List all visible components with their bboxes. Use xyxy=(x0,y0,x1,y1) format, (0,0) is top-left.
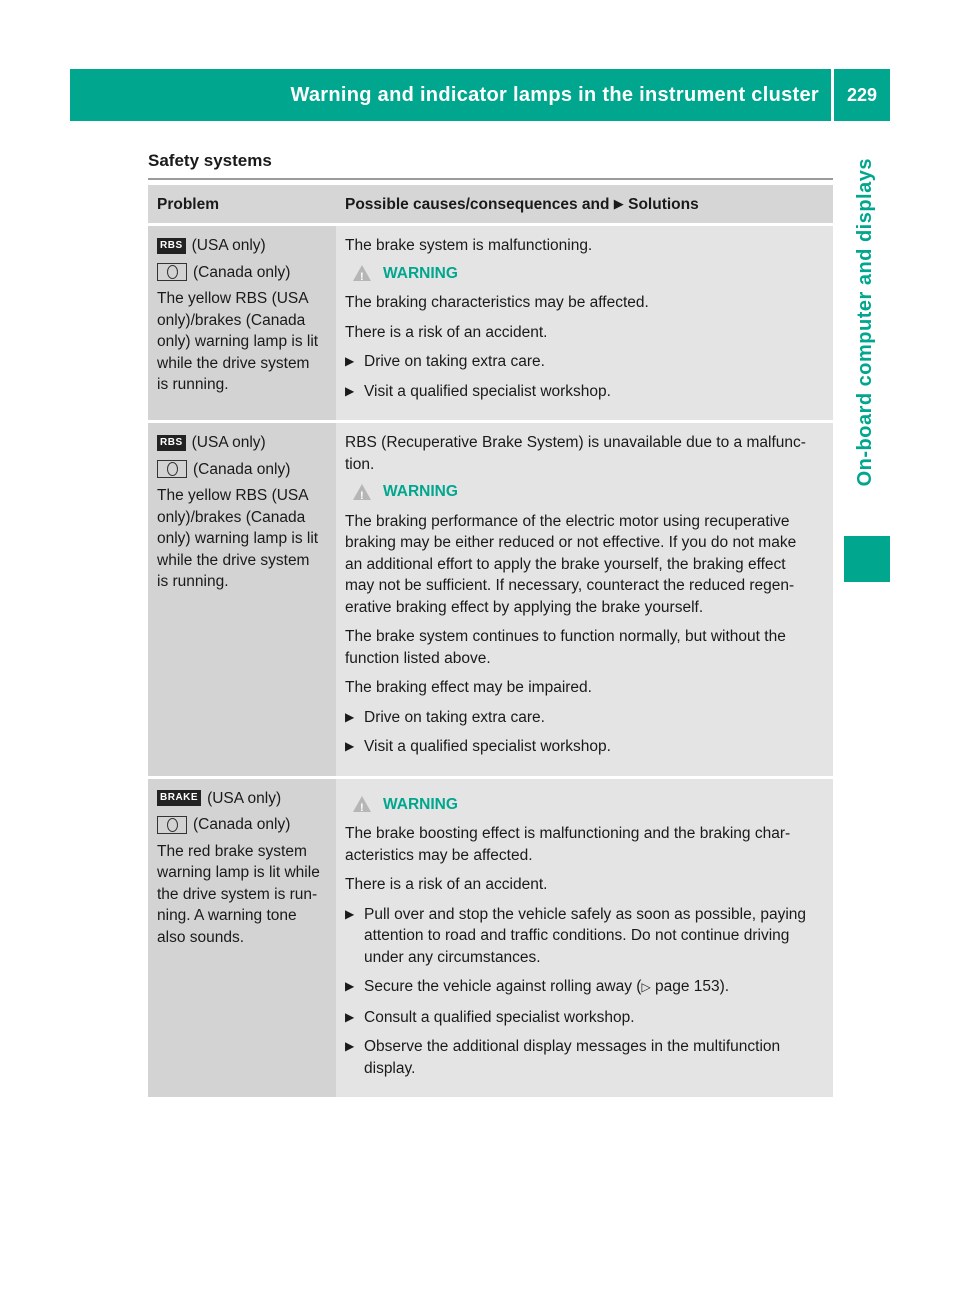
rbs-lamp-icon: RBS xyxy=(157,238,186,254)
chapter-title: On-board computer and displays xyxy=(853,158,876,487)
bullet-arrow-icon: ▶ xyxy=(345,709,355,724)
solutions-arrow-icon: ▶ xyxy=(613,196,624,211)
list-item xyxy=(345,1007,826,1029)
problem-text: only)/brakes (Canada xyxy=(157,311,306,329)
brake-circle-lamp-icon xyxy=(157,263,187,281)
solution-cell xyxy=(336,226,833,420)
chapter-marker xyxy=(844,536,890,582)
header-title: Warning and indicator lamps in the instrument cluster xyxy=(290,83,819,106)
warning-heading xyxy=(353,794,826,816)
bullet-line: under any circumstances. xyxy=(364,948,541,966)
problem-text: warning lamp is lit while xyxy=(157,864,320,881)
bullet-arrow-icon: ▶ xyxy=(345,739,355,753)
table-header xyxy=(148,185,833,223)
list-item xyxy=(345,351,826,373)
list-item xyxy=(345,1036,826,1079)
warning-text: function listed above. xyxy=(345,649,491,667)
warning-heading xyxy=(353,481,826,503)
bullet-text-suffix: ). xyxy=(719,978,730,995)
lamp-canada-label: (Canada only) xyxy=(193,263,291,281)
column-header-solutions xyxy=(336,185,833,223)
bullet-text: Consult a qualified specialist workshop. xyxy=(364,1008,635,1026)
page-reference-arrow-icon: ▷ xyxy=(641,980,651,994)
bullet-line: attention to road and traffic conditions. Do not continue driving xyxy=(364,927,790,944)
problem-text: The red brake system xyxy=(157,842,307,860)
lamp-canada xyxy=(157,262,332,284)
problem-text: the drive system is run- xyxy=(157,885,318,903)
bullet-arrow-icon: ▶ xyxy=(345,383,355,398)
lamp-usa xyxy=(157,432,332,454)
chapter-tab xyxy=(840,128,890,583)
solution-cell xyxy=(336,423,833,776)
warning-label: WARNING xyxy=(383,264,458,282)
cause-text: The brake system is malfunctioning. xyxy=(345,237,593,254)
bullet-line: display. xyxy=(364,1059,416,1077)
warning-text: There is a risk of an accident. xyxy=(345,876,548,893)
bullet-arrow-icon: ▶ xyxy=(345,1009,355,1024)
table-row xyxy=(148,423,833,776)
lamp-usa-label: (USA only) xyxy=(207,789,282,807)
warning-text: The braking characteristics may be affected. xyxy=(345,294,649,311)
list-item xyxy=(345,904,826,969)
section-title: Safety systems xyxy=(148,151,272,170)
rbs-lamp-icon: RBS xyxy=(157,435,186,451)
bullet-text: Drive on taking extra care. xyxy=(364,353,545,370)
warning-text: may not be sufficient. If necessary, counteract the reduced regen- xyxy=(345,577,795,594)
cause-text: RBS (Recuperative Brake System) is unavailable due to a malfunc- xyxy=(345,434,806,451)
bullet-line: Pull over and stop the vehicle safely as soon as possible, paying xyxy=(364,905,807,923)
bullet-text: Visit a qualified specialist workshop. xyxy=(364,382,611,400)
lamp-usa xyxy=(157,235,332,257)
warning-heading xyxy=(353,263,826,285)
cause-text: tion. xyxy=(345,455,375,473)
problem-text: ning. A warning tone xyxy=(157,907,297,924)
bullet-text: Drive on taking extra care. xyxy=(364,708,545,726)
section-divider xyxy=(148,178,833,180)
problem-cell xyxy=(148,779,336,1098)
problem-text: is running. xyxy=(157,376,229,393)
warning-text: The brake boosting effect is malfunctioning and the braking char- xyxy=(345,825,791,842)
bullet-text xyxy=(364,976,729,999)
page-reference-link[interactable]: page 153 xyxy=(654,978,720,995)
lamp-usa-label: (USA only) xyxy=(191,434,266,451)
bullet-arrow-icon: ▶ xyxy=(345,979,355,993)
list-item xyxy=(345,736,826,758)
brake-circle-lamp-icon xyxy=(157,816,187,834)
problem-text: only) warning lamp is lit xyxy=(157,530,319,547)
warning-text: The brake system continues to function normally, but without the xyxy=(345,628,786,645)
bullet-arrow-icon: ▶ xyxy=(345,906,355,921)
lamp-usa-label: (USA only) xyxy=(191,237,266,254)
warning-text: acteristics may be affected. xyxy=(345,846,533,864)
warning-triangle-icon xyxy=(353,484,371,500)
warning-label: WARNING xyxy=(383,483,458,500)
bullet-text xyxy=(364,1036,780,1079)
warning-text: erative braking effect by applying the brake yourself. xyxy=(345,598,704,616)
lamp-canada-label: (Canada only) xyxy=(193,816,291,833)
lamp-canada-label: (Canada only) xyxy=(193,460,291,478)
column-header-solutions-suffix: Solutions xyxy=(628,196,699,213)
problem-text: while the drive system xyxy=(157,354,310,372)
warning-text: an additional effort to apply the brake yourself, the braking effect xyxy=(345,555,786,573)
bullet-arrow-icon: ▶ xyxy=(345,354,355,368)
lamp-canada xyxy=(157,814,332,836)
problem-text: while the drive system xyxy=(157,551,310,569)
problem-text: The yellow RBS (USA xyxy=(157,290,309,307)
safety-systems-table xyxy=(148,185,833,1100)
warning-text: braking may be either reduced or not effective. If you do not make xyxy=(345,534,797,551)
warning-text: There is a risk of an accident. xyxy=(345,323,548,341)
table-row xyxy=(148,226,833,420)
bullet-text xyxy=(364,904,806,969)
list-item xyxy=(345,976,826,999)
bullet-arrow-icon: ▶ xyxy=(345,1039,355,1053)
lamp-canada xyxy=(157,459,332,481)
page-header xyxy=(70,69,890,121)
warning-triangle-icon xyxy=(353,796,371,812)
problem-cell xyxy=(148,423,336,776)
bullet-line: Observe the additional display messages in the multifunction xyxy=(364,1038,781,1055)
brake-lamp-icon: BRAKE xyxy=(157,790,201,806)
warning-label: WARNING xyxy=(383,795,458,813)
problem-text: is running. xyxy=(157,573,229,590)
problem-text: also sounds. xyxy=(157,928,245,946)
bullet-text: Visit a qualified specialist workshop. xyxy=(364,738,611,755)
bullet-text-prefix: Secure the vehicle against rolling away ( xyxy=(364,978,642,995)
list-item xyxy=(345,707,826,729)
solution-cell xyxy=(336,779,833,1098)
warning-text: The braking effect may be impaired. xyxy=(345,679,592,696)
warning-text: The braking performance of the electric motor using recuperative xyxy=(345,512,790,530)
problem-text: only) warning lamp is lit xyxy=(157,333,319,350)
warning-triangle-icon xyxy=(353,265,371,281)
column-header-problem: Problem xyxy=(157,196,220,213)
brake-circle-lamp-icon xyxy=(157,460,187,478)
list-item xyxy=(345,381,826,403)
page-number: 229 xyxy=(846,84,878,105)
problem-text: only)/brakes (Canada xyxy=(157,508,306,526)
lamp-usa xyxy=(157,788,332,810)
problem-text: The yellow RBS (USA xyxy=(157,487,309,504)
problem-cell xyxy=(148,226,336,420)
table-row xyxy=(148,779,833,1098)
column-header-solutions-prefix: Possible causes/consequences and xyxy=(345,196,610,213)
